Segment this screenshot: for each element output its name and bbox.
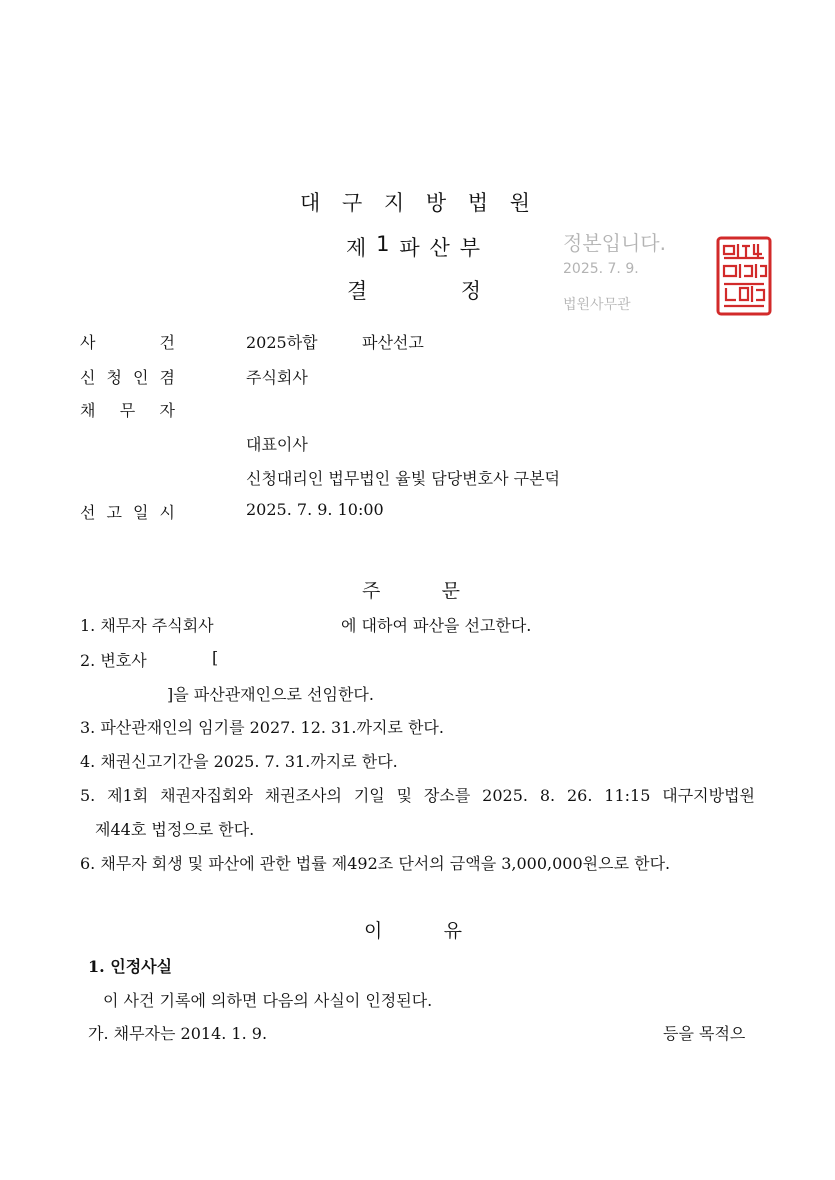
heading-char: 이 [364, 920, 383, 942]
debtor-label [80, 398, 175, 421]
order-item-2-end: ]을 파산관재인으로 선임한다. [167, 685, 374, 704]
court-name-char: 구 [341, 191, 365, 215]
division-char: 부 [459, 236, 482, 260]
division-char: 산 [429, 236, 452, 260]
applicant-value: 주식회사 [246, 368, 308, 387]
order-item-5-line1: 5. 제1회 채권자집회와 채권조사의 기일 및 장소를 2025. 8. 26. 11:15 대구지방법원 [80, 786, 755, 805]
case-number: 2025하합 [246, 333, 318, 352]
court-name-char: 대 [300, 191, 323, 215]
label-char: 무 [119, 401, 136, 420]
item-ga-start: 가. 채무자는 2014. 1. 9. [88, 1024, 268, 1043]
order-item-1-start: 1. 채무자 주식회사 [80, 616, 214, 635]
seal-image [716, 236, 772, 316]
reasons-heading [364, 916, 462, 943]
label-char: 채 [80, 401, 96, 420]
debtor-agent: 신청대리인 법무법인 율빛 담당변호사 구본덕 [246, 469, 561, 488]
court-name-char: 원 [509, 191, 532, 215]
order-item-2-start: 2. 변호사 [80, 651, 147, 670]
main-order-heading [362, 576, 460, 603]
court-name-char: 법 [467, 191, 491, 215]
certification-clerk: 법원사무관 [563, 297, 631, 313]
order-item-5-line2: 제44호 법정으로 한다. [95, 820, 255, 839]
certification-date: 2025. 7. 9. [563, 261, 639, 277]
label-char: 청 [106, 368, 122, 387]
label-char: 고 [106, 503, 122, 522]
document-type [347, 275, 483, 305]
order-item-6: 6. 채무자 회생 및 파산에 관한 법률 제492조 단서의 금액을 3,000,000원으로 한다. [80, 854, 671, 873]
order-item-3: 3. 파산관재인의 임기를 2027. 12. 31.까지로 한다. [80, 718, 444, 737]
division-char: 1 [376, 232, 392, 256]
label-char: 사 [80, 333, 96, 352]
heading-char: 주 [362, 580, 381, 602]
label-char: 자 [159, 401, 175, 420]
section-1-title: 1. 인정사실 [88, 957, 173, 976]
document-type-char: 정 [460, 279, 483, 303]
section-1-intro: 이 사건 기록에 의하면 다음의 사실이 인정된다. [103, 991, 433, 1010]
heading-char: 문 [441, 580, 460, 602]
order-item-4: 4. 채권신고기간을 2025. 7. 31.까지로 한다. [80, 752, 398, 771]
label-char: 시 [159, 503, 175, 522]
label-char: 신 [80, 368, 96, 387]
declaration-label [80, 500, 175, 523]
item-ga-end: 등을 목적으 [663, 1024, 746, 1043]
division-char: 파 [399, 236, 422, 260]
court-name-char: 지 [383, 191, 407, 215]
document-type-char: 결 [347, 279, 370, 303]
order-item-1-end: 에 대하여 파산을 선고한다. [341, 616, 532, 635]
order-item-2-bracket: [ [212, 648, 219, 667]
division-name [346, 232, 482, 262]
label-char: 건 [159, 333, 175, 352]
official-seal [716, 236, 772, 316]
declaration-value: 2025. 7. 9. 10:00 [246, 500, 384, 519]
court-name [300, 187, 532, 217]
court-name-char: 방 [425, 191, 449, 215]
label-char: 선 [80, 503, 96, 522]
division-char: 제 [346, 236, 369, 260]
debtor-representative: 대표이사 [246, 435, 308, 454]
label-char: 인 [133, 368, 149, 387]
case-label [80, 330, 175, 353]
label-char: 겸 [159, 368, 175, 387]
label-char: 일 [133, 503, 149, 522]
case-type: 파산선고 [362, 333, 424, 352]
certification-text: 정본입니다. [563, 231, 666, 255]
heading-char: 유 [443, 920, 462, 942]
applicant-label [80, 365, 175, 388]
